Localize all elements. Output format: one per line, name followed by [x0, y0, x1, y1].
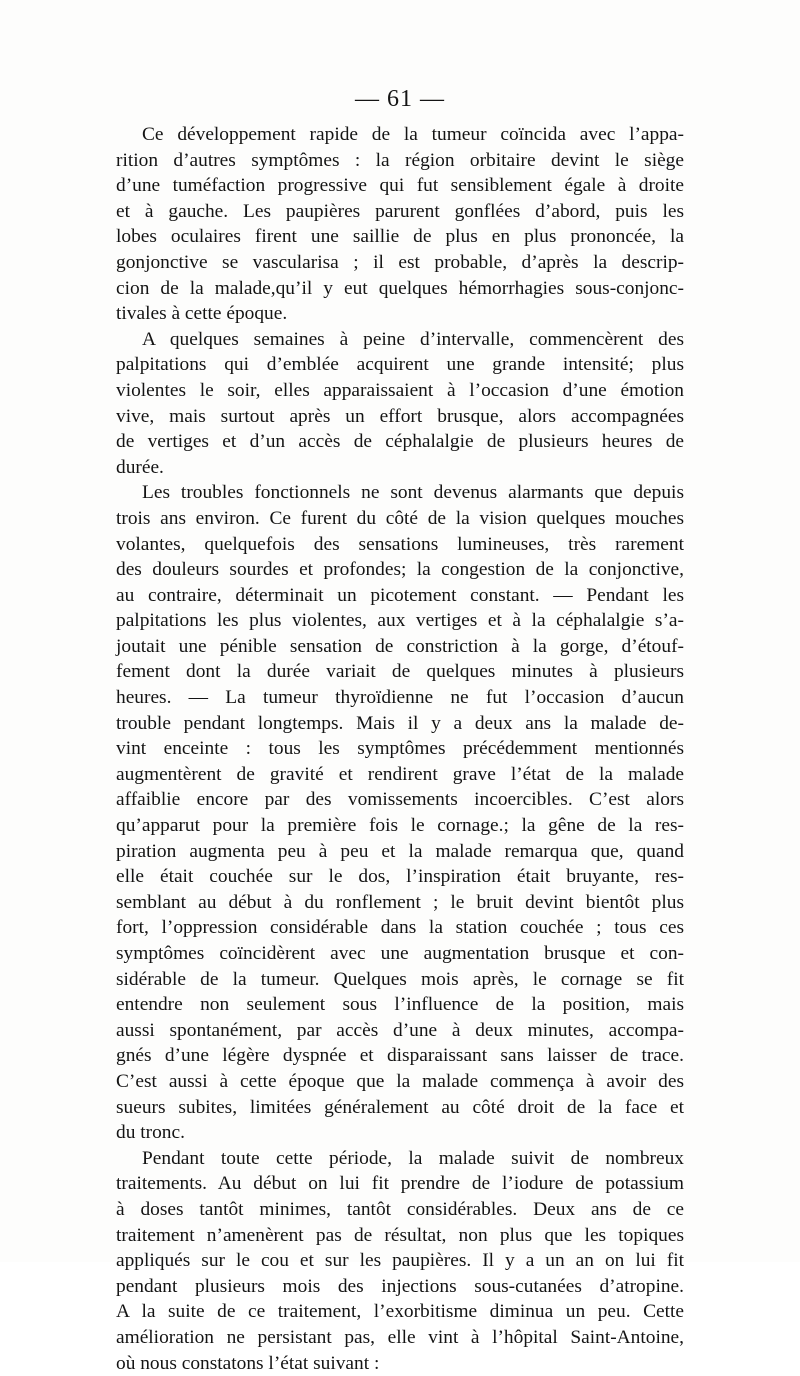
text-line: aussi spontanément, par accès d’une à deux minutes, accompa-: [116, 1018, 684, 1044]
text-line: au contraire, déterminait un picotement constant. — Pendant les: [116, 583, 684, 609]
text-line: gonjonctive se vascularisa ; il est probable, d’après la descrip-: [116, 250, 684, 276]
text-line: C’est aussi à cette époque que la malade commença à avoir des: [116, 1069, 684, 1095]
text-line: durée.: [116, 455, 684, 481]
text-line: Pendant toute cette période, la malade suivit de nombreux: [116, 1146, 684, 1172]
text-line: des douleurs sourdes et profondes; la congestion de la conjonctive,: [116, 557, 684, 583]
text-line: d’une tuméfaction progressive qui fut sensiblement égale à droite: [116, 173, 684, 199]
text-line: appliqués sur le cou et sur les paupières. Il y a un an on lui fit: [116, 1248, 684, 1274]
text-line: fort, l’oppression considérable dans la station couchée ; tous ces: [116, 915, 684, 941]
text-line: A la suite de ce traitement, l’exorbitisme diminua un peu. Cette: [116, 1299, 684, 1325]
text-line: symptômes coïncidèrent avec une augmentation brusque et con-: [116, 941, 684, 967]
text-line: heures. — La tumeur thyroïdienne ne fut l’occasion d’aucun: [116, 685, 684, 711]
paragraph: [116, 480, 684, 1145]
text-line: affaiblie encore par des vomissements incoercibles. C’est alors: [116, 787, 684, 813]
text-line: elle était couchée sur le dos, l’inspiration était bruyante, res-: [116, 864, 684, 890]
text-line: trouble pendant longtemps. Mais il y a deux ans la malade de-: [116, 711, 684, 737]
text-line: vint enceinte : tous les symptômes précédemment mentionnés: [116, 736, 684, 762]
text-line: piration augmenta peu à peu et la malade remarqua que, quand: [116, 839, 684, 865]
text-line: rition d’autres symptômes : la région orbitaire devint le siège: [116, 148, 684, 174]
text-line: augmentèrent de gravité et rendirent grave l’état de la malade: [116, 762, 684, 788]
text-line: A quelques semaines à peine d’intervalle, commencèrent des: [116, 327, 684, 353]
text-line: lobes oculaires firent une saillie de plus en plus prononcée, la: [116, 224, 684, 250]
text-line: joutait une pénible sensation de constriction à la gorge, d’étouf-: [116, 634, 684, 660]
text-line: de vertiges et d’un accès de céphalalgie de plusieurs heures de: [116, 429, 684, 455]
text-line: sidérable de la tumeur. Quelques mois après, le cornage se fit: [116, 967, 684, 993]
text-line: entendre non seulement sous l’influence de la position, mais: [116, 992, 684, 1018]
text-line: sueurs subites, limitées généralement au côté droit de la face et: [116, 1095, 684, 1121]
text-line: palpitations les plus violentes, aux vertiges et à la céphalalgie s’a-: [116, 608, 684, 634]
text-line: qu’apparut pour la première fois le cornage.; la gêne de la res-: [116, 813, 684, 839]
text-line: où nous constatons l’état suivant :: [116, 1351, 684, 1376]
text-line: traitements. Au début on lui fit prendre de l’iodure de potassium: [116, 1171, 684, 1197]
paragraph: [116, 1146, 684, 1376]
text-line: pendant plusieurs mois des injections sous-cutanées d’atropine.: [116, 1274, 684, 1300]
text-line: amélioration ne persistant pas, elle vint à l’hôpital Saint-Antoine,: [116, 1325, 684, 1351]
body-text: [116, 122, 684, 1376]
text-line: cion de la malade,qu’il y eut quelques hémorrhagies sous-conjonc-: [116, 276, 684, 302]
text-line: et à gauche. Les paupières parurent gonflées d’abord, puis les: [116, 199, 684, 225]
text-line: Ce développement rapide de la tumeur coïncida avec l’appa-: [116, 122, 684, 148]
text-line: traitement n’amenèrent pas de résultat, non plus que les topiques: [116, 1223, 684, 1249]
text-line: Les troubles fonctionnels ne sont devenus alarmants que depuis: [116, 480, 684, 506]
paragraph: [116, 122, 684, 327]
text-line: palpitations qui d’emblée acquirent une grande intensité; plus: [116, 352, 684, 378]
text-line: vive, mais surtout après un effort brusque, alors accompagnées: [116, 404, 684, 430]
text-line: gnés d’une légère dyspnée et disparaissant sans laisser de trace.: [116, 1043, 684, 1069]
page-number: — 61 —: [0, 86, 800, 113]
paragraph: [116, 327, 684, 481]
text-line: trois ans environ. Ce furent du côté de la vision quelques mouches: [116, 506, 684, 532]
text-line: à doses tantôt minimes, tantôt considérables. Deux ans de ce: [116, 1197, 684, 1223]
text-line: tivales à cette époque.: [116, 301, 684, 327]
text-line: du tronc.: [116, 1120, 684, 1146]
text-line: fement dont la durée variait de quelques minutes à plusieurs: [116, 659, 684, 685]
text-line: volantes, quelquefois des sensations lumineuses, très rarement: [116, 532, 684, 558]
text-line: semblant au début à du ronflement ; le bruit devint bientôt plus: [116, 890, 684, 916]
text-line: violentes le soir, elles apparaissaient à l’occasion d’une émotion: [116, 378, 684, 404]
